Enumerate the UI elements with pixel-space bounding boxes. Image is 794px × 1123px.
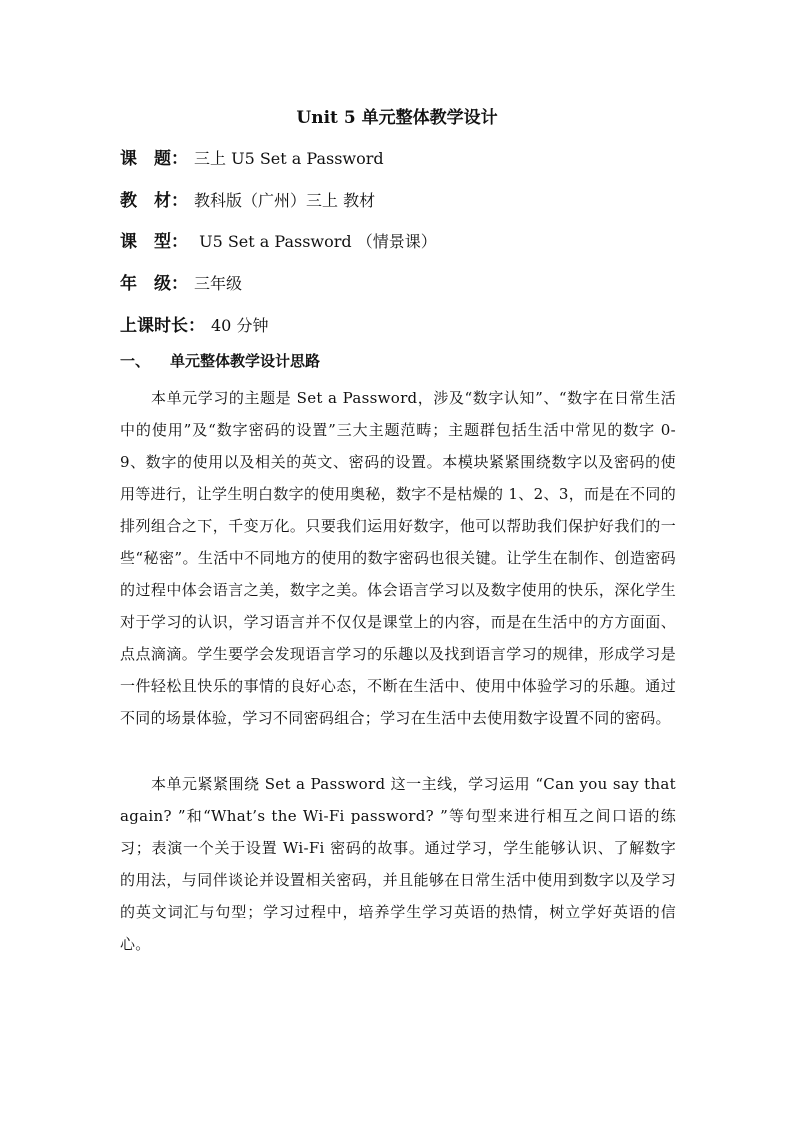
field-lesson-type-value: U5 Set a Password （情景课） xyxy=(194,232,437,251)
field-grade-label: 年 级： xyxy=(120,274,188,294)
field-lesson-type-label: 课 型： xyxy=(120,232,188,252)
field-topic-value: 三上 U5 Set a Password xyxy=(194,149,384,168)
field-grade xyxy=(120,273,242,295)
field-duration xyxy=(120,315,268,337)
field-duration-value: 40 分钟 xyxy=(211,316,269,335)
field-textbook xyxy=(120,190,375,212)
section-title: 单元整体教学设计思路 xyxy=(170,352,321,370)
field-topic xyxy=(120,148,384,170)
body-paragraph-1: 本单元学习的主题是 Set a Password，涉及“数字认知”、“数字在日常生活中的使用”及“数字密码的设置”三大主题范畴；主题群包括生活中常见的数字 0-9、数字的使用以及相关的英文、密码的设置。本模块紧紧围绕数字以及密码的使用等进行，让学生明白数字的使用奥秘，数字不是枯燥的 1、2、3，而是在不同的排列组合之下，千变万化。只要我们运用好数字，他可以帮助我们保护好我们的一些“秘密”。生活中不同地方的使用的数字密码也很关键。让学生在制作、创造密码的过程中体会语言之美，数字之美。体会语言学习以及数字使用的快乐，深化学生对于学习的认识，学习语言并不仅仅是课堂上的内容，而是在生活中的方方面面、点点滴滴。学生要学会发现语言学习的乐趣以及找到语言学习的规律，形成学习是一件轻松且快乐的事情的良好心态，不断在生活中、使用中体验学习的乐趣。通过不同的场景体验，学习不同密码组合；学习在生活中去使用数字设置不同的密码。 xyxy=(120,389,676,727)
field-duration-label: 上课时长： xyxy=(120,316,205,336)
field-grade-value: 三年级 xyxy=(194,274,243,293)
field-textbook-label: 教 材： xyxy=(120,191,188,211)
document-title: Unit 5 单元整体教学设计 xyxy=(296,108,498,128)
section-heading xyxy=(120,350,320,372)
field-textbook-value: 教科版（广州）三上 教材 xyxy=(194,191,376,210)
field-lesson-type xyxy=(120,231,437,253)
field-topic-label: 课 题： xyxy=(120,149,188,169)
section-number: 一、 xyxy=(120,352,151,370)
body-paragraph-2: 本单元紧紧围绕 Set a Password 这一主线，学习运用 “Can you say that again? ”和“What’s the Wi-Fi password? ”等句型来进行相互之间口语的练习；表演一个关于设置 Wi-Fi 密码的故事。通过学习，学生能够认识、了解数字的用法，与同伴谈论并设置相关密码，并且能够在日常生活中使用到数字以及学习的英文词汇与句型；学习过程中，培养学生学习英语的热情，树立学好英语的信心。 xyxy=(120,775,676,953)
